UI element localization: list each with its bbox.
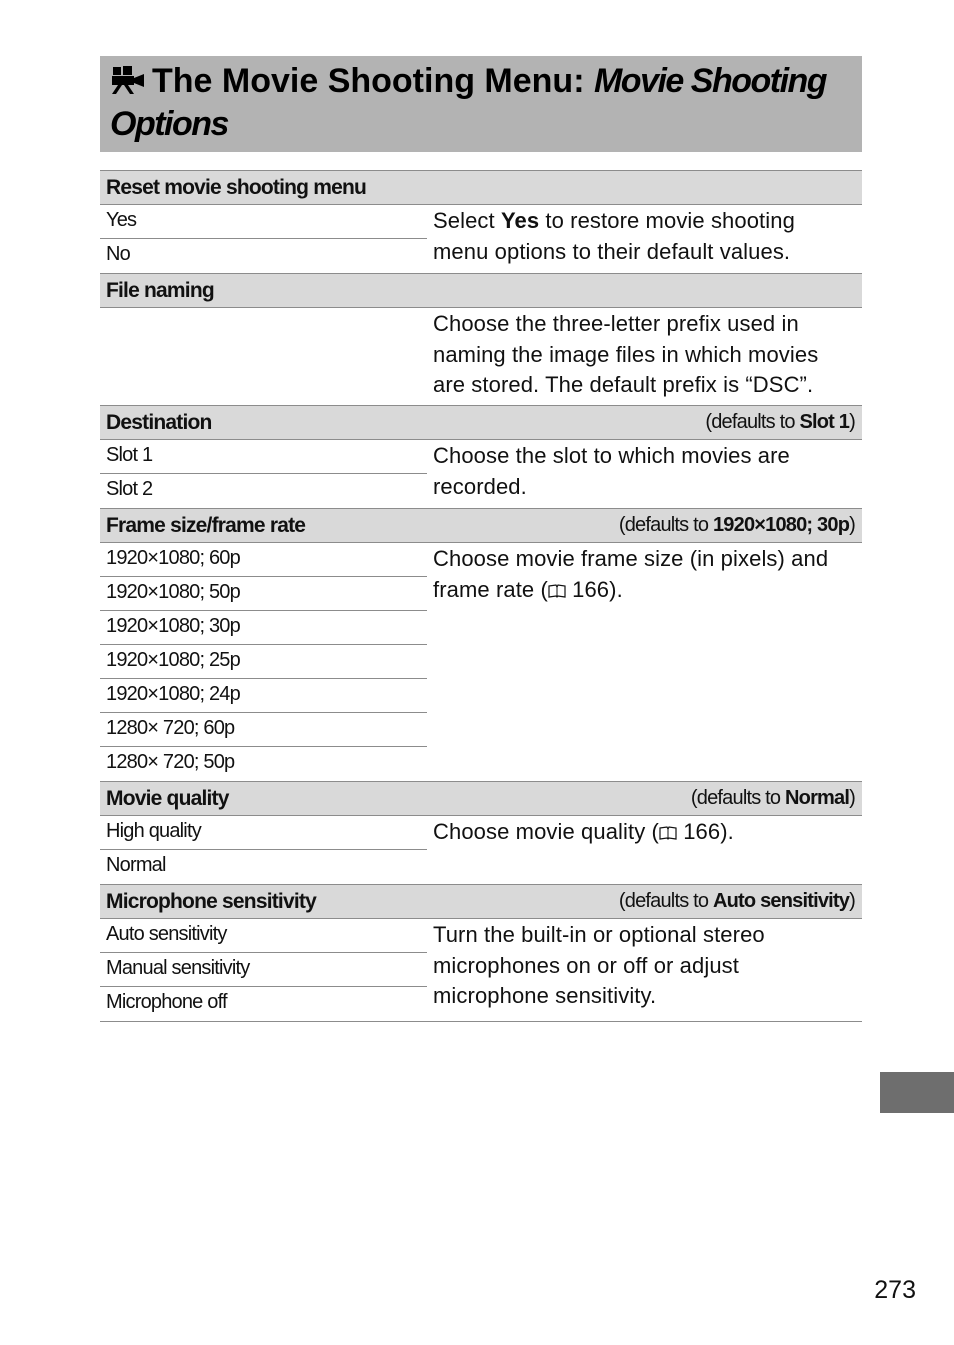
section-name: Microphone sensitivity [106,890,316,913]
section-default: (defaults to Slot 1) [705,411,855,433]
section-description: Choose movie quality ( 166). [433,819,734,844]
section-header [100,884,862,919]
page-reference-icon [659,826,677,840]
option-item: 1920×1080; 60p [100,543,427,577]
section-name: File naming [106,279,214,302]
page-title [110,60,852,103]
option-item: 1920×1080; 30p [100,611,427,645]
section-header [100,405,862,440]
section-default: (defaults to Auto sensitivity) [618,890,855,912]
section-body [100,308,862,405]
section-name: Reset movie shooting menu [106,176,367,199]
section-header [100,273,862,308]
section-description: Choose the three-letter prefix used in naming the image files in which movies are stored. The default prefix is “DSC”. [433,311,819,397]
section-body [100,205,862,273]
section-header [100,170,862,205]
section-body [100,543,862,781]
option-item: 1920×1080; 24p [100,679,427,713]
page-reference-icon [548,584,566,598]
option-item: 1280× 720; 60p [100,713,427,747]
section-default: (defaults to Normal) [690,787,855,809]
title-main: The Movie Shooting Menu: [152,62,585,100]
desc-bold: Yes [500,208,540,233]
option-item: 1920×1080; 50p [100,577,427,611]
page-reference: 166 [572,576,610,602]
section-name: Movie quality [106,787,229,810]
title-italic-1: Movie Shooting [593,62,827,100]
option-item: Manual sensitivity [100,953,427,987]
option-item: No [106,243,130,265]
section-description: Choose movie frame size (in pixels) and frame rate ( 166). [433,546,829,602]
movie-camera-icon [110,65,146,95]
section-name: Destination [106,411,212,434]
section-description: Select Yes to restore movie shooting menu options to their default values. [433,208,795,264]
option-item: 1280× 720; 50p [106,751,235,773]
page-title-band [100,56,862,152]
option-item: Auto sensitivity [100,919,427,953]
settings-table [100,170,862,1022]
section-header [100,508,862,543]
section-description: Choose the slot to which movies are recorded. [433,443,790,499]
chapter-thumb-tab [880,1072,954,1113]
option-item: 1920×1080; 25p [100,645,427,679]
section-default: (defaults to 1920×1080; 30p) [618,514,855,536]
option-item: Normal [106,854,166,876]
section-name: Frame size/frame rate [106,514,306,537]
section-body [100,816,862,884]
title-italic-2: Options [110,105,228,143]
option-item: Slot 2 [106,478,153,500]
section-body [100,440,862,508]
option-item: High quality [100,816,427,850]
option-item: Slot 1 [100,440,427,474]
option-item: Yes [100,205,427,239]
page-number: 273 [874,1276,916,1304]
option-item: Microphone off [106,991,227,1013]
page-reference: 166 [683,819,721,844]
section-description: Turn the built-in or optional stereo microphones on or off or adjust microphone sensitivity. [433,922,765,1008]
section-header [100,781,862,816]
section-body [100,919,862,1022]
